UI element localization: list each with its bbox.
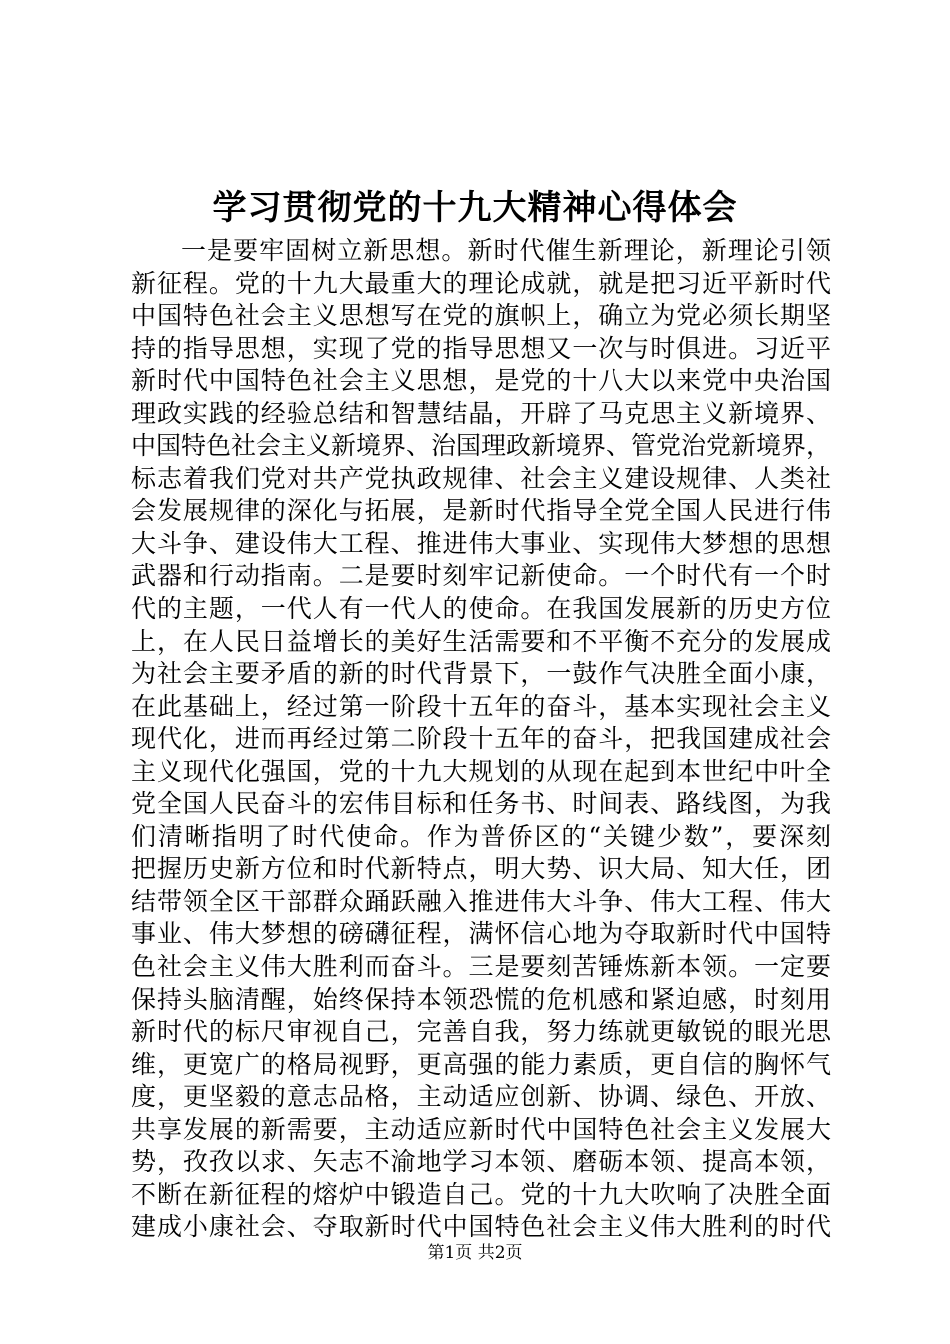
text-line: 党全国人民奋斗的宏伟目标和任务书、时间表、路线图，为我 <box>131 789 831 819</box>
text-line: 上，在人民日益增长的美好生活需要和不平衡不充分的发展成 <box>131 626 831 656</box>
text-line: 把握历史新方位和时代新特点，明大势、识大局、知大任，团 <box>131 854 831 884</box>
text-line: 保持头脑清醒，始终保持本领恐慌的危机感和紧迫感，时刻用 <box>131 984 831 1014</box>
text-line: 共享发展的新需要，主动适应新时代中国特色社会主义发展大 <box>131 1114 831 1144</box>
text-line: 中国特色社会主义思想写在党的旗帜上，确立为党必须长期坚 <box>131 301 831 331</box>
text-line: 会发展规律的深化与拓展，是新时代指导全党全国人民进行伟 <box>131 496 831 526</box>
text-line: 不断在新征程的熔炉中锻造自己。党的十九大吹响了决胜全面 <box>131 1179 831 1209</box>
text-line: 维，更宽广的格局视野，更高强的能力素质，更自信的胸怀气 <box>131 1049 831 1079</box>
text-line: 大斗争、建设伟大工程、推进伟大事业、实现伟大梦想的思想 <box>131 528 831 558</box>
text-line: 中国特色社会主义新境界、治国理政新境界、管党治党新境界， <box>131 431 832 461</box>
text-line: 现代化，进而再经过第二阶段十五年的奋斗，把我国建成社会 <box>131 724 831 754</box>
text-line: 度，更坚毅的意志品格，主动适应创新、协调、绿色、开放、 <box>131 1082 831 1112</box>
document-title: 学习贯彻党的十九大精神心得体会 <box>212 188 738 228</box>
text-line: 事业、伟大梦想的磅礴征程，满怀信心地为夺取新时代中国特 <box>131 919 831 949</box>
text-line: 武器和行动指南。二是要时刻牢记新使命。一个时代有一个时 <box>131 561 831 591</box>
body-text <box>131 235 831 1244</box>
text-line: 色社会主义伟大胜利而奋斗。三是要刻苦锤炼新本领。一定要 <box>131 952 831 982</box>
text-line: 理政实践的经验总结和智慧结晶，开辟了马克思主义新境界、 <box>131 398 831 428</box>
text-line: 为社会主要矛盾的新的时代背景下，一鼓作气决胜全面小康， <box>131 659 831 689</box>
text-line: 新征程。党的十九大最重大的理论成就，就是把习近平新时代 <box>131 268 831 298</box>
text-line: 标志着我们党对共产党执政规律、社会主义建设规律、人类社 <box>131 463 831 493</box>
text-line: 新时代的标尺审视自己，完善自我，努力练就更敏锐的眼光思 <box>131 1017 831 1047</box>
text-line: 建成小康社会、夺取新时代中国特色社会主义伟大胜利的时代 <box>131 1212 831 1242</box>
page-footer: 第1页 共2页 <box>427 1243 523 1263</box>
text-line: 主义现代化强国，党的十九大规划的从现在起到本世纪中叶全 <box>131 756 831 786</box>
text-line: 们清晰指明了时代使命。作为普侨区的“关键少数”，要深刻 <box>131 821 831 851</box>
text-line: 新时代中国特色社会主义思想，是党的十八大以来党中央治国 <box>131 366 831 396</box>
text-line: 代的主题，一代人有一代人的使命。在我国发展新的历史方位 <box>131 594 831 624</box>
text-line: 结带领全区干部群众踊跃融入推进伟大斗争、伟大工程、伟大 <box>131 886 831 916</box>
text-line: 势，孜孜以求、矢志不渝地学习本领、磨砺本领、提高本领， <box>131 1147 831 1177</box>
text-line: 持的指导思想，实现了党的指导思想又一次与时俱进。习近平 <box>131 333 831 363</box>
text-line: 一是要牢固树立新思想。新时代催生新理论，新理论引领 <box>181 236 831 265</box>
text-line: 在此基础上，经过第一阶段十五年的奋斗，基本实现社会主义 <box>131 691 831 721</box>
